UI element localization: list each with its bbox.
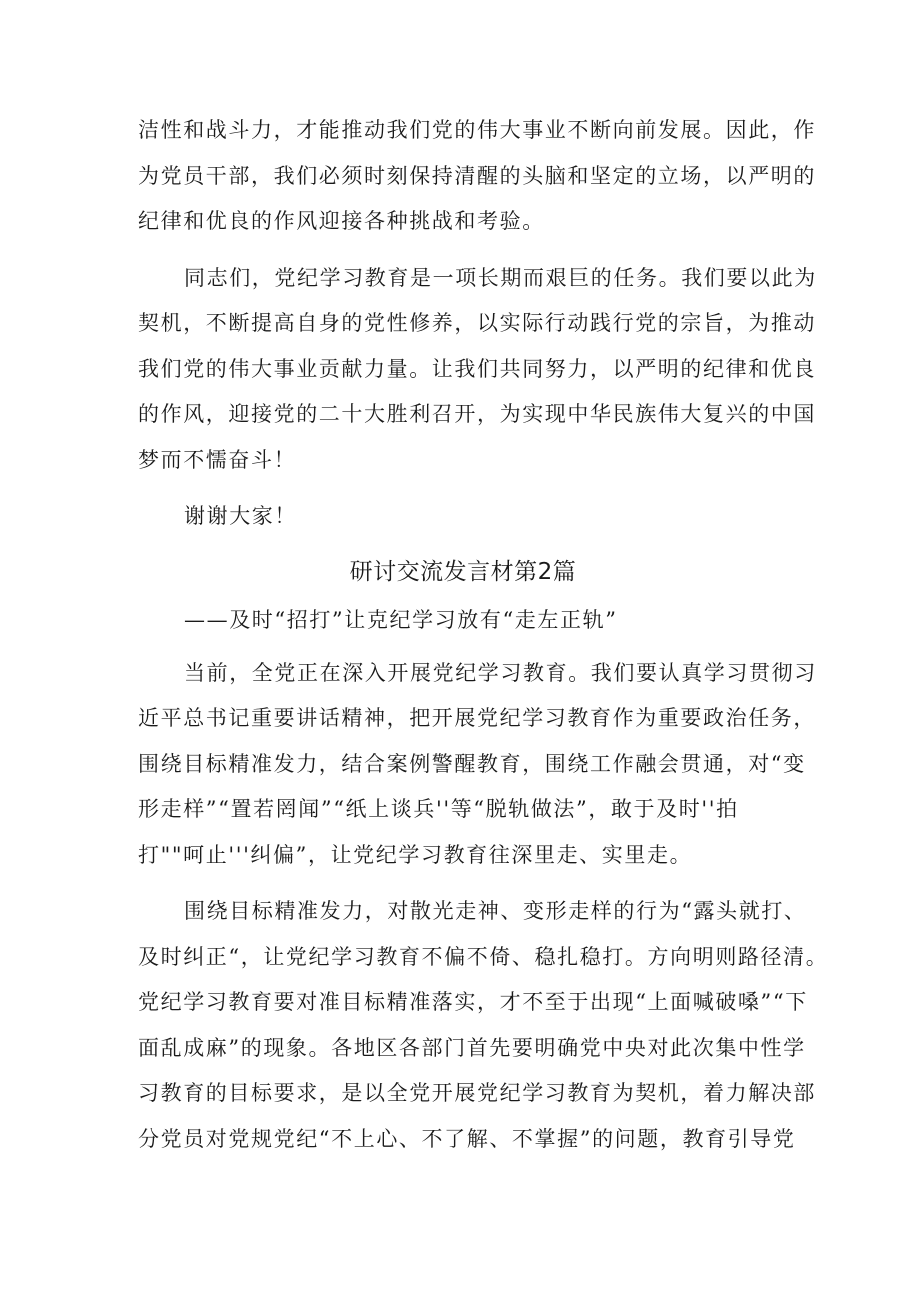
text-line: 习教育的目标要求，是以全党开展党纪学习教育为契机，着力解决部: [138, 1081, 816, 1105]
paragraph-3: [138, 651, 817, 879]
text-line: 围绕目标精准发力，结合案例警醒教育，围绕工作融会贯通，对“变: [138, 751, 806, 776]
text-line: 我们党的伟大事业贡献力量。让我们共同努力，以严明的纪律和优良: [138, 356, 816, 381]
closing-line: 谢谢大家！: [184, 504, 297, 528]
text-line: 契机，不断提高自身的党性修养，以实际行动践行党的宗旨，为推动: [138, 311, 816, 335]
text-line: 围绕目标精准发力，对散光走神、变形走样的行为“露头就打、: [184, 899, 807, 923]
text-line: 为党员干部，我们必须时刻保持清醒的头脑和坚定的立场，以严明的: [138, 163, 816, 188]
section-title: 研讨交流发言材第2篇: [349, 558, 577, 585]
text-line: 纪律和优良的作风迎接各种挑战和考验。: [138, 209, 545, 233]
text-line: 分党员对党规党纪“不上心、不了解、不掌握”的问题，教育引导党: [138, 1126, 796, 1151]
text-line: 近平总书记重要讲话精神，把开展党纪学习教育作为重要政治任务，: [138, 706, 816, 730]
document-page: [138, 108, 829, 1162]
text-line: 打""呵止'''纠偏”，让党纪学习教育往深里走、实里走。: [138, 842, 693, 867]
paragraph-2: [138, 256, 817, 484]
text-line: 同志们，党纪学习教育是一项长期而艰巨的任务。我们要以此为: [184, 265, 817, 290]
text-line: 洁性和战斗力，才能推动我们党的伟大事业不断向前发展。因此，作: [138, 118, 816, 142]
text-line: 党纪学习教育要对准目标精准落实，才不至于出现“上面喊破嗓”“下: [138, 990, 808, 1014]
paragraph-4: [138, 889, 829, 1162]
paragraph-1: [138, 108, 816, 245]
text-line: 梦而不懦奋斗！: [138, 447, 297, 472]
text-line: 及时纠正“，让党纪学习教育不偏不倚、稳扎稳打。方向明则路径清。: [138, 944, 829, 969]
text-line: 形走样”“置若罔闻”“纸上谈兵''等“脱轨做法”，敢于及时''拍: [138, 797, 739, 821]
text-line: 的作风，迎接党的二十大胜利召开，为实现中华民族伟大复兴的中国: [138, 402, 816, 426]
text-line: 面乱成麻”的现象。各地区各部门首先要明确党中央对此次集中性学: [138, 1035, 806, 1060]
section-subtitle: ——及时“招打”让克纪学习放有“走左正轨”: [184, 607, 618, 632]
text-line: 当前，全党正在深入开展党纪学习教育。我们要认真学习贯彻习: [184, 660, 817, 685]
